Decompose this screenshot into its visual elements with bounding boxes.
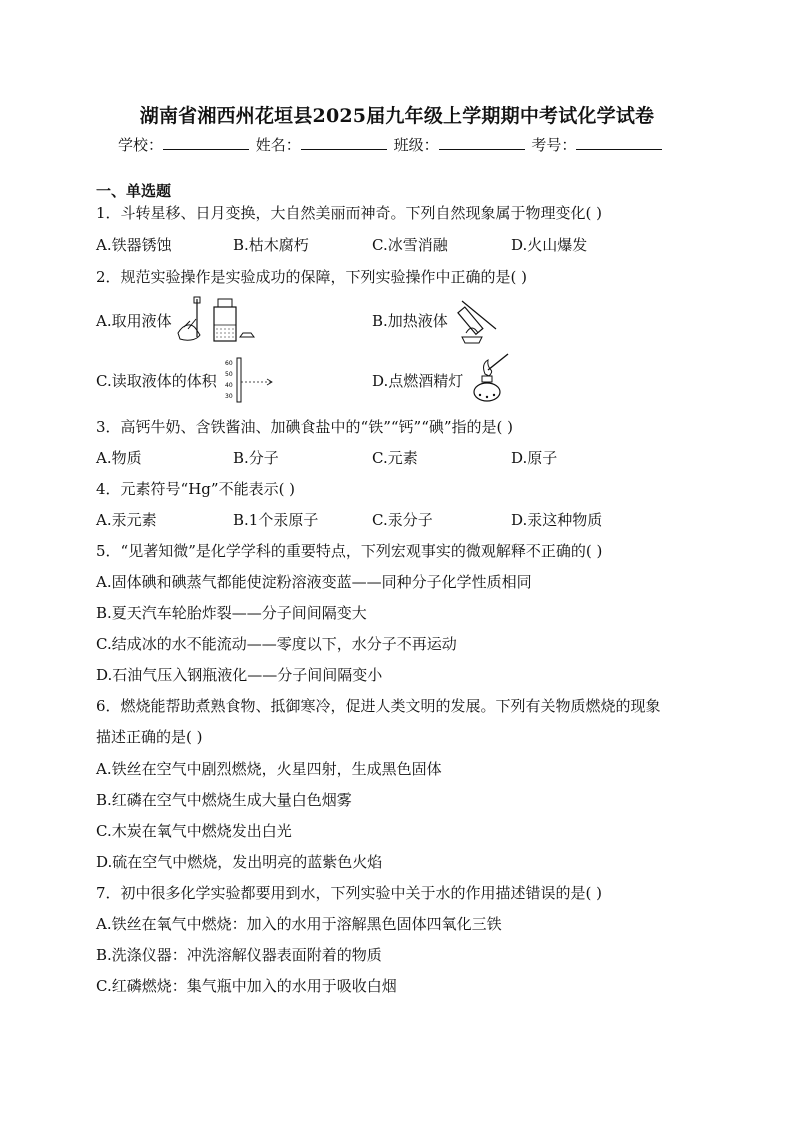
q4-option-a: A.汞元素 xyxy=(96,511,157,529)
q1-option-b: B.枯木腐朽 xyxy=(233,236,309,254)
q6-stem-line2: 描述正确的是( ) xyxy=(96,728,203,746)
q5-stem: 5．“见著知微”是化学学科的重要特点，下列宏观事实的微观解释不正确的( ) xyxy=(96,542,603,560)
scale-label-50: 50 xyxy=(225,371,233,378)
alcohol-lamp-figure xyxy=(468,352,512,404)
q5-option-a: A.固体碘和碘蒸气都能使淀粉溶液变蓝——同种分子化学性质相同 xyxy=(96,573,532,591)
graduated-cylinder-figure xyxy=(223,356,275,404)
student-info-row xyxy=(118,134,664,155)
class-label: 班级： xyxy=(393,136,439,154)
class-blank[interactable] xyxy=(439,135,525,150)
number-label: 考号： xyxy=(531,136,577,154)
section-heading: 一、单选题 xyxy=(96,182,172,200)
q4-option-b: B.1个汞原子 xyxy=(233,511,319,529)
school-label: 学校： xyxy=(118,136,164,154)
q7-option-a: A.铁丝在氧气中燃烧：加入的水用于溶解黑色固体四氧化三铁 xyxy=(96,915,502,933)
q2-option-b: B.加热液体 xyxy=(372,312,448,330)
q4-option-c: C.汞分子 xyxy=(372,511,433,529)
pipette-liquid-figure xyxy=(170,293,260,345)
q7-option-b: B.洗涤仪器：冲洗溶解仪器表面附着的物质 xyxy=(96,946,382,964)
name-blank[interactable] xyxy=(301,135,387,150)
scale-label-40: 40 xyxy=(225,382,233,389)
q4-stem: 4．元素符号“Hg”不能表示( ) xyxy=(96,480,296,498)
q5-option-b: B.夏天汽车轮胎炸裂——分子间间隔变大 xyxy=(96,604,367,622)
q7-stem: 7．初中很多化学实验都要用到水，下列实验中关于水的作用描述错误的是( ) xyxy=(96,884,603,902)
q6-stem-line1: 6．燃烧能帮助煮熟食物、抵御寒冷，促进人类文明的发展。下列有关物质燃烧的现象 xyxy=(96,697,661,715)
q3-option-d: D.原子 xyxy=(511,449,558,467)
q2-option-a: A.取用液体 xyxy=(96,312,172,330)
q3-option-c: C.元素 xyxy=(372,449,418,467)
heating-liquid-figure xyxy=(452,293,504,345)
q1-option-d: D.火山爆发 xyxy=(511,236,588,254)
school-blank[interactable] xyxy=(163,135,249,150)
q1-option-c: C.冰雪消融 xyxy=(372,236,448,254)
name-label: 姓名： xyxy=(255,136,301,154)
page-title: 湖南省湘西州花垣县2025届九年级上学期期中考试化学试卷 xyxy=(139,105,655,127)
q5-option-c: C.结成冰的水不能流动——零度以下，水分子不再运动 xyxy=(96,635,457,653)
scale-label-60: 60 xyxy=(225,360,233,367)
q5-option-d: D.石油气压入钢瓶液化——分子间间隔变小 xyxy=(96,666,383,684)
q1-option-a: A.铁器锈蚀 xyxy=(96,236,172,254)
q3-option-b: B.分子 xyxy=(233,449,279,467)
q3-option-a: A.物质 xyxy=(96,449,142,467)
q6-option-b: B.红磷在空气中燃烧生成大量白色烟雾 xyxy=(96,791,352,809)
q6-option-a: A.铁丝在空气中剧烈燃烧，火星四射，生成黑色固体 xyxy=(96,760,442,778)
scale-label-30: 30 xyxy=(225,393,233,400)
q2-stem: 2．规范实验操作是实验成功的保障，下列实验操作中正确的是( ) xyxy=(96,268,528,286)
q3-stem: 3．高钙牛奶、含铁酱油、加碘食盐中的“铁”“钙”“碘”指的是( ) xyxy=(96,418,514,436)
number-blank[interactable] xyxy=(576,135,662,150)
q1-stem: 1．斗转星移、日月变换，大自然美丽而神奇。下列自然现象属于物理变化( ) xyxy=(96,204,603,222)
q6-option-d: D.硫在空气中燃烧，发出明亮的蓝紫色火焰 xyxy=(96,853,383,871)
q4-option-d: D.汞这种物质 xyxy=(511,511,603,529)
q7-option-c: C.红磷燃烧：集气瓶中加入的水用于吸收白烟 xyxy=(96,977,397,995)
q2-option-c: C.读取液体的体积 xyxy=(96,372,217,390)
q6-option-c: C.木炭在氧气中燃烧发出白光 xyxy=(96,822,292,840)
q2-option-d: D.点燃酒精灯 xyxy=(372,372,464,390)
